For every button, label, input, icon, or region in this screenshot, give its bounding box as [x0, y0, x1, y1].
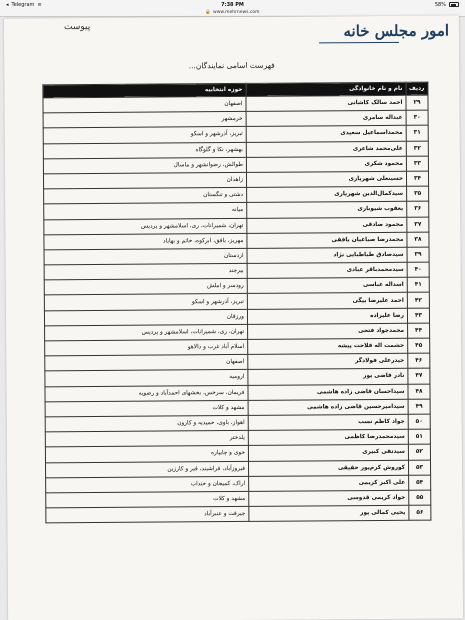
document-photo [4, 15, 463, 620]
row-number: ۳۴ [406, 171, 428, 186]
row-name: سیدتقی کبیری [248, 445, 408, 461]
row-number: ۴۲ [407, 293, 429, 308]
back-app-label[interactable]: Telegram [11, 1, 35, 8]
row-name: جواد کاظم نسب [248, 414, 408, 430]
row-district: خرمشهر [43, 112, 246, 129]
row-number: ۴۰ [407, 262, 429, 277]
row-name: سیدامیرحسین قاضی زاده هاشمی [248, 399, 408, 415]
lock-icon: 🔒 [205, 10, 212, 15]
row-district: فریمان، سرخس، بخشهای احمدآباد و رضویه [45, 385, 248, 402]
row-number: ۵۰ [408, 414, 430, 429]
row-district: مشهد و کلات [46, 491, 249, 508]
row-name: احمد سالک کاشانی [246, 95, 406, 111]
row-number: ۴۸ [408, 384, 430, 399]
row-name: رضا علیزاده [247, 308, 407, 324]
row-number: ۳۱ [406, 126, 428, 141]
row-number: ۳۹ [407, 247, 429, 262]
row-district: اصفهان [43, 96, 246, 113]
row-name: یعقوب شیوباری [247, 202, 407, 218]
row-number: ۵۶ [409, 505, 431, 520]
row-number: ۳۳ [406, 156, 428, 171]
row-district: اراک، کمیجان و خنداب [46, 476, 249, 493]
row-number: ۳۷ [407, 217, 429, 232]
row-number: ۵۴ [409, 475, 431, 490]
representatives-table [42, 82, 431, 524]
row-number: ۴۱ [407, 277, 429, 292]
row-name: سیدمحمدرضا کاظمی [248, 429, 408, 445]
row-name: سیدکمال‌الدین شهریاری [247, 186, 407, 202]
row-district: تبریز، آذرشهر و اسکو [44, 294, 247, 311]
row-district: زاهدان [43, 172, 246, 189]
row-name: محمدرضا صباغیان بافقی [247, 232, 407, 248]
row-district: فیروزآباد، فراشبند، قیر و کارزین [45, 461, 248, 478]
row-district: ارومیه [45, 370, 248, 387]
row-district: تهران، شمیرانات، ری، اسلامشهر و پردیس [44, 218, 247, 235]
row-name: یحیی کمالی پور [249, 505, 409, 521]
column-header-num: ردیف [406, 82, 428, 95]
row-name: حشمت اله فلاحت پیشه [248, 338, 408, 354]
row-district: میانه [44, 203, 247, 220]
row-number: ۴۷ [408, 369, 430, 384]
row-district: خوی و چایپاره [45, 446, 248, 463]
row-number: ۳۰ [406, 110, 428, 125]
row-name: جواد کریمی قدوسی [249, 490, 409, 506]
row-number: ۴۴ [408, 323, 430, 338]
wifi-icon: ≋ [37, 1, 42, 8]
row-district: تهران، ری، شمیرانات، اسلامشهر و پردیس [45, 324, 248, 341]
row-number: ۴۳ [407, 308, 429, 323]
row-number: ۵۳ [408, 460, 430, 475]
row-district: تبریز، آذرشهر و اسکو [43, 127, 246, 144]
row-district: اهواز، باوی، حمیدیه و کارون [45, 415, 248, 432]
row-name: سیدصادق طباطبایی نژاد [247, 247, 407, 263]
column-header-district: حوزه انتخابیه [43, 83, 246, 97]
row-name: عبداله سامری [246, 110, 406, 126]
url-text[interactable]: www.mehrnews.com [213, 10, 260, 15]
row-district: مشهد و کلات [45, 400, 248, 417]
handwritten-note: پیوست [63, 21, 91, 33]
row-district: طوالش، رضوانشهر و ماسال [43, 157, 246, 174]
clock: 7:38 PM [221, 1, 244, 8]
row-number: ۳۶ [407, 201, 429, 216]
row-number: ۴۶ [408, 353, 430, 368]
row-district: بیرجند [44, 263, 247, 280]
row-number: ۵۱ [408, 429, 430, 444]
row-district: بهشهر، نکا و گلوگاه [43, 142, 246, 159]
battery-icon [449, 2, 459, 7]
row-name: نادر قاضی پور [248, 369, 408, 385]
row-district: ورزقان [44, 309, 247, 326]
row-district: جیرفت و عنبرآباد [46, 506, 249, 523]
status-right [435, 2, 459, 8]
row-name: کوروش کرم‌پور حقیقی [248, 460, 408, 476]
row-name: احمد علیرضا بیگی [247, 293, 407, 309]
row-name: علی اکبر کریمی [249, 475, 409, 491]
row-number: ۳۸ [407, 232, 429, 247]
letterhead-logo: امور مجلس خانه [343, 21, 450, 41]
row-district: دشتی و تنگستان [44, 188, 247, 205]
logo-underline [319, 42, 399, 44]
row-number: ۵۲ [408, 444, 430, 459]
row-name: محمدجواد فتحی [248, 323, 408, 339]
row-district: اصفهان [45, 355, 248, 372]
row-name: سیداحسان قاضی زاده هاشمی [248, 384, 408, 400]
row-name: حسینعلی شهریاری [246, 171, 406, 187]
column-header-name: نام و نام خانوادگی [246, 82, 406, 96]
battery-percent: 58% [434, 1, 446, 8]
row-district: پلدختر [45, 431, 248, 448]
back-to-app-icon[interactable]: ◂ [6, 1, 9, 8]
row-district: رودسر و املش [44, 279, 247, 296]
row-name: محمداسماعیل سعیدی [246, 126, 406, 142]
row-name: سیدمحمدباقر عبادی [247, 262, 407, 278]
row-district: اسلام آباد غرب و دالاهو [45, 339, 248, 356]
row-name: حیدرعلی فولادگر [248, 353, 408, 369]
status-bar [0, 0, 465, 9]
row-number: ۴۹ [408, 399, 430, 414]
row-name: محمود شکری [246, 156, 406, 172]
row-number: ۲۹ [406, 95, 428, 110]
document-title: فهرست اسامی نمایندگان... [188, 60, 275, 71]
row-number: ۳۵ [407, 186, 429, 201]
row-name: اسداله عباسی [247, 278, 407, 294]
table-body [43, 95, 431, 523]
row-name: علی‌محمد شاعری [246, 141, 406, 157]
row-number: ۳۲ [406, 141, 428, 156]
row-name: محمود صادقی [247, 217, 407, 233]
row-district: مهریز، بافق، ابرکوه، خاتم و بهاباد [44, 233, 247, 250]
table-row [46, 505, 431, 523]
row-number: ۴۵ [408, 338, 430, 353]
status-left [6, 2, 42, 8]
row-number: ۵۵ [409, 490, 431, 505]
row-district: اردستان [44, 248, 247, 265]
